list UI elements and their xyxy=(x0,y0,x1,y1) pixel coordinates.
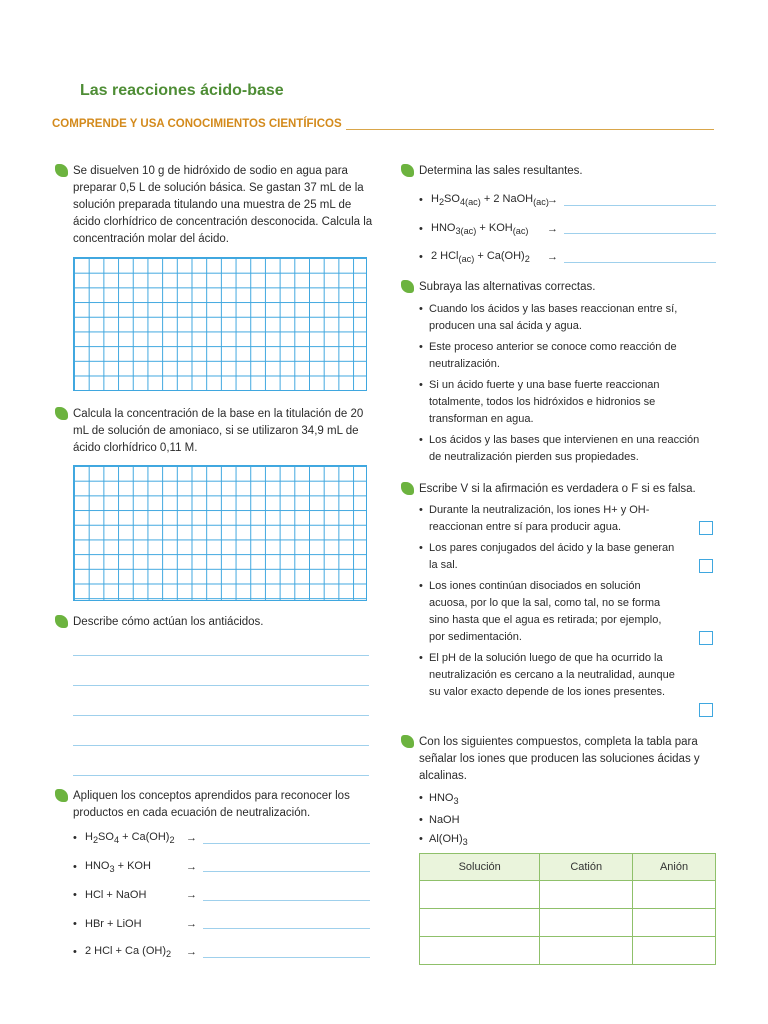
ion-table xyxy=(419,853,716,965)
statement-list-7 xyxy=(419,502,679,705)
arrow-icon: → xyxy=(547,222,558,235)
section-heading-label: COMPRENDE Y USA CONOCIMIENTOS CIENTÍFICOS xyxy=(52,118,342,130)
equation-item: • $H_2SO_{4(ac)} + 2$ NaOH$_{(ac)}$ → xyxy=(419,186,716,215)
arrow-icon: → xyxy=(186,917,197,930)
answer-line[interactable] xyxy=(73,716,369,746)
equation-item: • HCl + NaOH → xyxy=(73,881,370,910)
answer-line[interactable] xyxy=(73,746,369,776)
question-4-text: Apliquen los conceptos aprendidos para reconocer los productos en cada ecuación de neutralización. xyxy=(73,790,350,819)
table-row xyxy=(420,909,716,937)
table-cell[interactable] xyxy=(420,881,540,909)
equation-item: • $HNO_{3(ac)} + KOH_{(ac)}$ → xyxy=(419,215,716,244)
table-cell[interactable] xyxy=(633,937,716,965)
question-5 xyxy=(419,163,719,180)
column-header: Solución xyxy=(420,854,540,881)
arrow-icon: → xyxy=(186,832,197,845)
equation-item: • HBr + LiOH → xyxy=(73,910,370,939)
statement-item[interactable]: • Los ácidos y las bases que intervienen en una reacción de neutralización pierden sus propiedades. xyxy=(419,432,714,466)
answer-line[interactable] xyxy=(73,626,369,656)
leaf-bullet-icon xyxy=(401,482,414,495)
equation-lhs: HBr + LiOH xyxy=(85,917,142,930)
table-cell[interactable] xyxy=(540,909,633,937)
answer-blank[interactable] xyxy=(564,195,716,206)
equation-list-5 xyxy=(419,186,716,272)
answer-grid-1[interactable] xyxy=(73,257,367,391)
page-title: Las reacciones ácido-base xyxy=(80,82,284,99)
leaf-bullet-icon xyxy=(55,407,68,420)
section-heading xyxy=(52,118,714,130)
arrow-icon: → xyxy=(186,889,197,902)
question-1 xyxy=(73,163,373,248)
answer-grid-2[interactable] xyxy=(73,465,367,601)
equation-item: • 2 HCl + Ca $(OH)_2$ → xyxy=(73,938,370,967)
arrow-icon: → xyxy=(186,860,197,873)
table-cell[interactable] xyxy=(540,881,633,909)
question-2 xyxy=(73,406,373,457)
leaf-bullet-icon xyxy=(401,164,414,177)
equation-list-4 xyxy=(73,824,370,967)
table-cell[interactable] xyxy=(633,909,716,937)
arrow-icon: → xyxy=(186,946,197,959)
statement-item: • Los pares conjugados del ácido y la base generan la sal. xyxy=(419,540,679,574)
question-1-text: Se disuelven 10 g de hidróxido de sodio en agua para preparar 0,5 L de solución básica. Se gastan 37 mL de la solución preparada titulando una muestra de 25 mL de ácido clorhídrico de concentración desconocida. Calcula la concentración molar del ácido. xyxy=(73,165,373,245)
table-cell[interactable] xyxy=(633,881,716,909)
equation-item: • $H_2SO_4 + Ca(OH)_2$ → xyxy=(73,824,370,853)
answer-box[interactable] xyxy=(699,559,713,573)
statement-item: • Los iones continúan disociados en solución acuosa, por lo que la sal, como tal, no se forma sino hasta que el agua es retirada; por ejemplo, por sedimentación. xyxy=(419,578,679,646)
leaf-bullet-icon xyxy=(55,789,68,802)
statement-item[interactable]: • Cuando los ácidos y las bases reaccionan entre sí, producen una sal ácida y agua. xyxy=(419,301,714,335)
answer-box[interactable] xyxy=(699,631,713,645)
answer-lines[interactable] xyxy=(73,626,369,776)
section-heading-rule xyxy=(346,121,714,130)
statement-item: • Durante la neutralización, los iones H+ y OH- reaccionan entre sí para producir agua. xyxy=(419,502,679,536)
compound-list xyxy=(419,790,619,855)
answer-blank[interactable] xyxy=(203,918,370,929)
statement-item: • El pH de la solución luego de que ha ocurrido la neutralización es cercano a la neutralidad, aunque su valor exacto depende de los iones presentes. xyxy=(419,650,679,701)
answer-blank[interactable] xyxy=(203,833,370,844)
table-cell[interactable] xyxy=(540,937,633,965)
answer-blank[interactable] xyxy=(203,947,370,958)
equation-lhs: $H_2SO_{4(ac)} + 2$ NaOH$_{(ac)}$ xyxy=(431,193,549,208)
question-8 xyxy=(419,734,719,785)
equation-lhs: $HNO_3$ + KOH xyxy=(85,859,151,874)
arrow-icon: → xyxy=(547,251,558,264)
answer-blank[interactable] xyxy=(203,890,370,901)
equation-lhs: $H_2SO_4 + Ca(OH)_2$ xyxy=(85,831,175,846)
question-5-text: Determina las sales resultantes. xyxy=(419,165,583,177)
answer-blank[interactable] xyxy=(203,861,370,872)
question-8-text: Con los siguientes compuestos, completa la tabla para señalar los iones que producen las soluciones ácidas y alcalinas. xyxy=(419,736,700,782)
compound-item: • $HNO_3$ xyxy=(419,790,619,810)
table-cell[interactable] xyxy=(420,937,540,965)
statement-item[interactable]: • Si un ácido fuerte y una base fuerte reaccionan totalmente, todos los hidróxidos e hidronios se transforman en agua. xyxy=(419,377,714,428)
equation-lhs: 2 $HCl_{(ac)} + Ca(OH)_2$ xyxy=(431,250,530,265)
leaf-bullet-icon xyxy=(401,735,414,748)
answer-line[interactable] xyxy=(73,656,369,686)
statement-list-6 xyxy=(419,301,714,470)
question-6-text: Subraya las alternativas correctas. xyxy=(419,281,596,293)
leaf-bullet-icon xyxy=(55,615,68,628)
question-7-text: Escribe V si la afirmación es verdadera o F si es falsa. xyxy=(419,483,696,495)
question-3-text: Describe cómo actúan los antiácidos. xyxy=(73,616,264,628)
equation-item: • 2 $HCl_{(ac)} + Ca(OH)_2$ → xyxy=(419,243,716,272)
question-7 xyxy=(419,481,719,498)
question-4 xyxy=(73,788,373,822)
statement-item[interactable]: • Este proceso anterior se conoce como reacción de neutralización. xyxy=(419,339,714,373)
equation-lhs: 2 HCl + Ca $(OH)_2$ xyxy=(85,945,172,960)
answer-blank[interactable] xyxy=(564,223,716,234)
answer-blank[interactable] xyxy=(564,252,716,263)
equation-lhs: HCl + NaOH xyxy=(85,889,147,902)
compound-item: • $Al(OH)_3$ xyxy=(419,831,619,851)
equation-item: • $HNO_3$ + KOH → xyxy=(73,853,370,882)
leaf-bullet-icon xyxy=(401,280,414,293)
question-6 xyxy=(419,279,719,296)
question-2-text: Calcula la concentración de la base en la titulación de 20 mL de solución de amoniaco, si se utilizaron 34,9 mL de ácido clorhídrico 0,11 M. xyxy=(73,408,364,454)
column-header: Catión xyxy=(540,854,633,881)
answer-box[interactable] xyxy=(699,521,713,535)
arrow-icon: → xyxy=(547,194,558,207)
leaf-bullet-icon xyxy=(55,164,68,177)
answer-box[interactable] xyxy=(699,703,713,717)
answer-line[interactable] xyxy=(73,686,369,716)
compound-item: • NaOH xyxy=(419,812,619,829)
table-cell[interactable] xyxy=(420,909,540,937)
table-row xyxy=(420,937,716,965)
equation-lhs: $HNO_{3(ac)} + KOH_{(ac)}$ xyxy=(431,221,529,236)
column-header: Anión xyxy=(633,854,716,881)
table-row xyxy=(420,881,716,909)
